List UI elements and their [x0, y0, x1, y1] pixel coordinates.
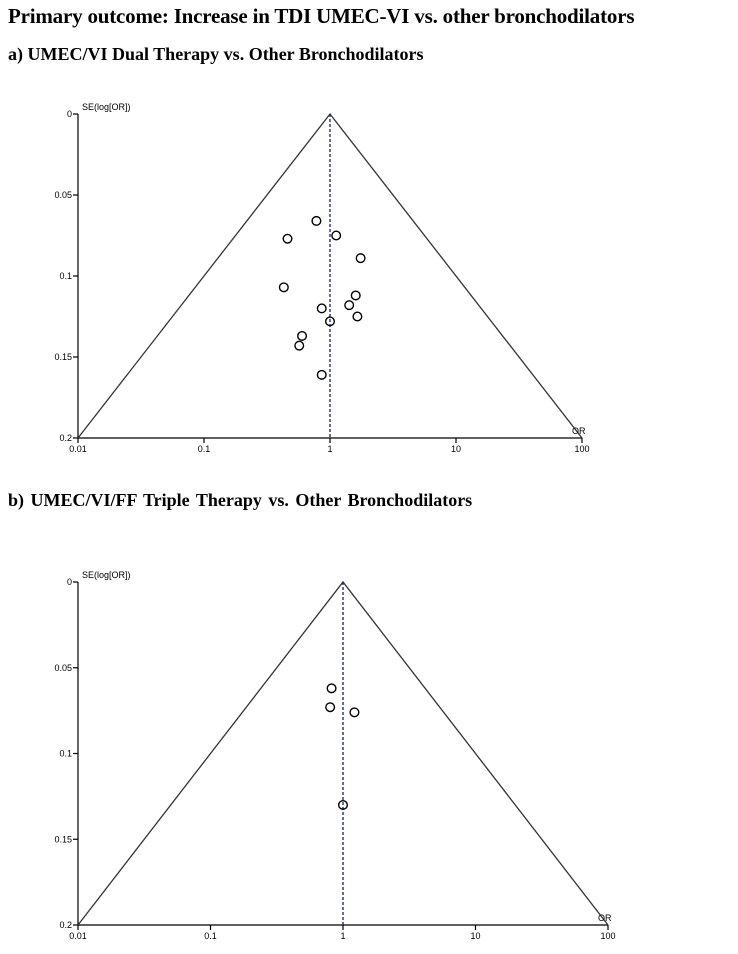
a-study-point — [345, 301, 354, 310]
a-study-point — [312, 217, 321, 226]
y-tick-label: 0.15 — [54, 834, 72, 845]
b-study-point — [327, 684, 336, 693]
a-study-point — [332, 231, 341, 240]
a-study-point — [317, 304, 326, 313]
y-tick-label: 0 — [66, 109, 72, 119]
a-study-point — [353, 312, 362, 321]
funnel-plot-a — [0, 80, 738, 460]
y-tick-label: 0 — [66, 577, 72, 587]
y-tick-label: 0.2 — [59, 433, 72, 443]
page-title: Primary outcome: Increase in TDI UMEC-VI vs. other bronchodilators — [8, 4, 635, 28]
x-tick-label: 10 — [470, 931, 481, 941]
y-axis-label: SE(log[OR]) — [82, 102, 131, 112]
x-tick-label: 100 — [600, 931, 616, 941]
b-study-point — [350, 708, 359, 717]
a-study-point — [356, 254, 365, 263]
x-axis-label: OR — [598, 913, 612, 923]
y-tick-label: 0.1 — [59, 271, 72, 281]
x-tick-label: 100 — [574, 444, 590, 454]
x-tick-label: 0.1 — [204, 931, 217, 941]
a-study-point — [351, 291, 360, 300]
y-tick-label: 0.1 — [59, 748, 72, 759]
x-tick-label: 10 — [450, 444, 462, 454]
chart-b-subtitle: b) UMEC/VI/FF Triple Therapy vs. Other Bronchodilators — [8, 490, 473, 510]
a-study-point — [298, 332, 307, 341]
y-tick-label: 0.15 — [54, 352, 72, 362]
x-tick-label: 1 — [327, 444, 333, 454]
x-axis-label: OR — [572, 426, 586, 436]
funnel-plot-b — [0, 550, 738, 950]
y-tick-label: 0.05 — [54, 662, 72, 673]
y-tick-label: 0.05 — [54, 190, 72, 200]
a-study-point — [280, 283, 289, 292]
y-axis-label: SE(log[OR]) — [82, 570, 131, 580]
a-study-point — [283, 234, 292, 243]
chart-a-subtitle: a) UMEC/VI Dual Therapy vs. Other Bronchodilators — [8, 44, 424, 64]
a-study-point — [295, 341, 304, 350]
x-tick-label: 0.1 — [197, 444, 211, 454]
x-tick-label: 0.01 — [69, 931, 87, 941]
b-study-point — [326, 703, 335, 712]
y-tick-label: 0.2 — [59, 920, 72, 930]
x-tick-label: 0.01 — [69, 444, 87, 454]
a-study-point — [317, 371, 326, 380]
x-tick-label: 1 — [340, 931, 346, 941]
